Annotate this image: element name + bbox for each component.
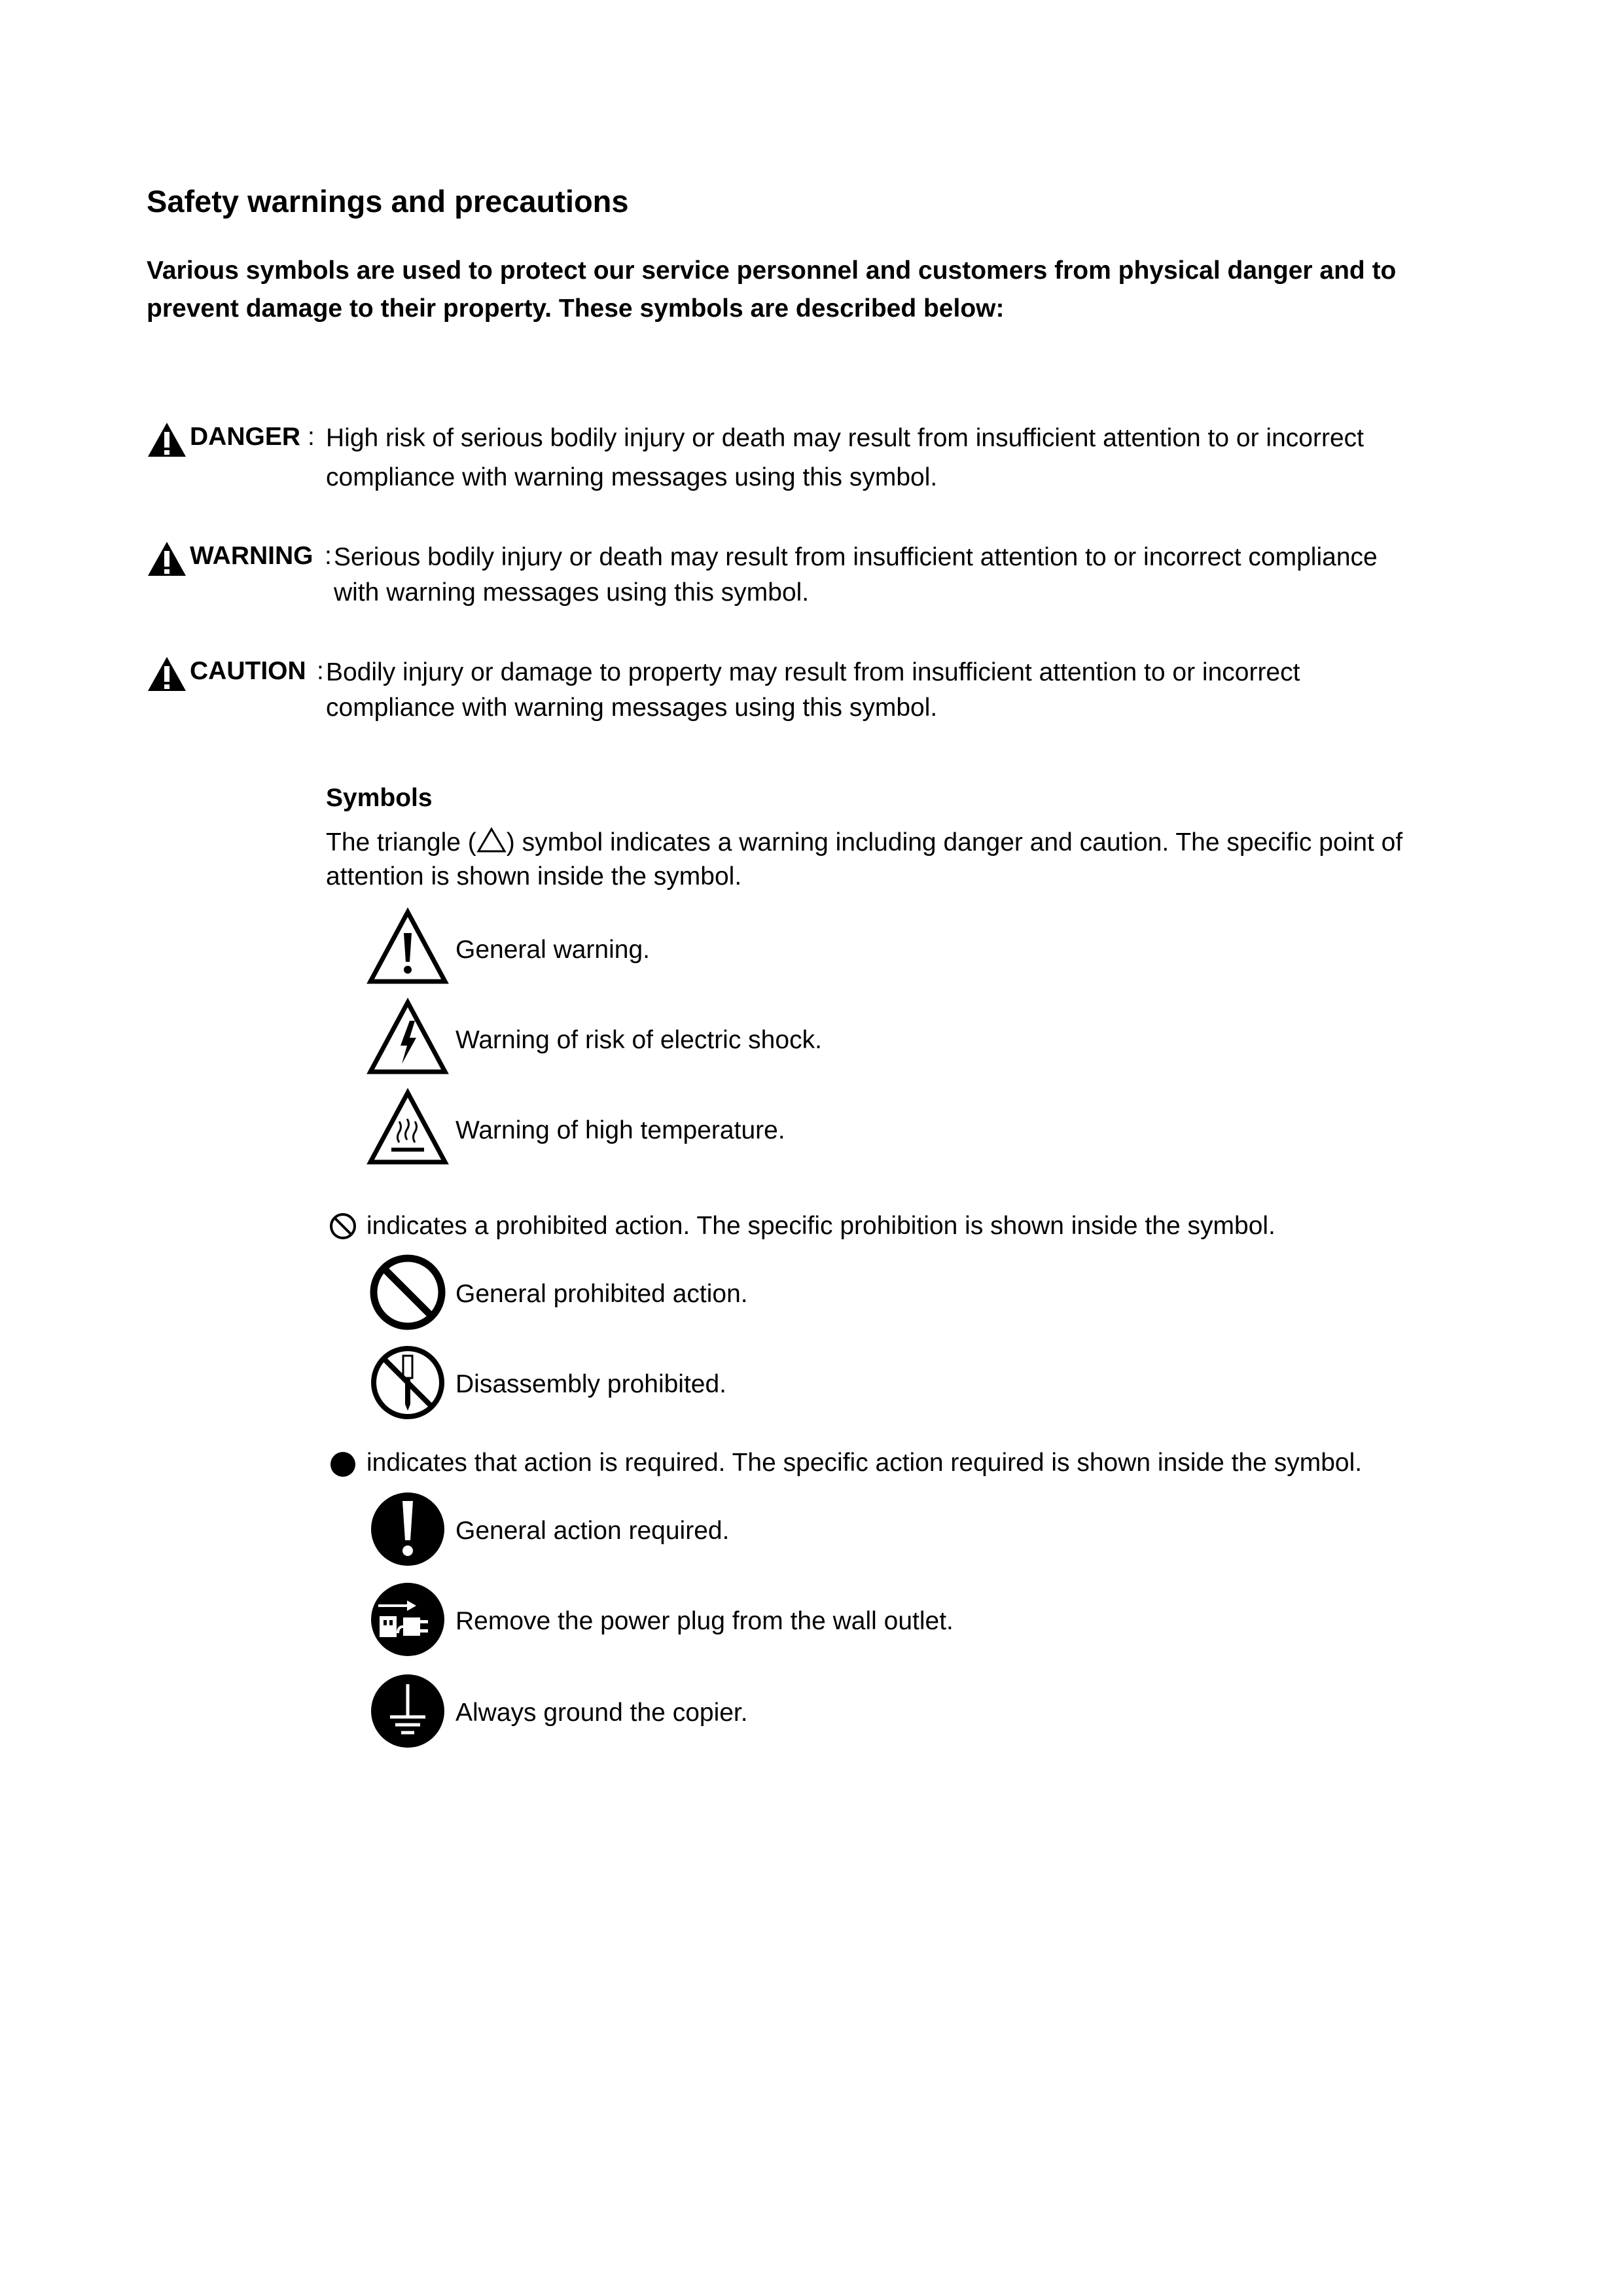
- danger-description-line1: High risk of serious bodily injury or death may result from insufficient attention to or incorrect: [326, 424, 1364, 452]
- disassembly-prohibited-icon: [366, 1341, 449, 1424]
- electric-shock-warning-icon: [366, 997, 449, 1080]
- warning-description-line2: with warning messages using this symbol.: [334, 578, 810, 607]
- disassembly-prohibited-label: Disassembly prohibited.: [455, 1370, 727, 1398]
- electric-shock-warning-label: Warning of risk of electric shock.: [455, 1026, 822, 1054]
- warning-description-line1: Serious bodily injury or death may result from insufficient attention to or incorrect compliance: [334, 543, 1378, 571]
- ground-label: Always ground the copier.: [455, 1699, 748, 1727]
- triangle-outline-icon: [476, 827, 507, 853]
- caution-label: CAUTION: [190, 657, 306, 685]
- prohibited-small-icon: [329, 1212, 357, 1241]
- general-action-required-label: General action required.: [455, 1517, 730, 1545]
- action-required-small-icon: [329, 1450, 357, 1479]
- triangle-symbol-intro: The triangle ( ) symbol indicates a warning including danger and caution. The specific point of attention is shown inside the symbol.: [326, 828, 1403, 891]
- prohibited-intro: indicates a prohibited action. The specific prohibition is shown inside the symbol.: [366, 1212, 1275, 1240]
- danger-warning-icon: [147, 421, 187, 458]
- caution-description-line2: compliance with warning messages using this symbol.: [326, 694, 938, 722]
- high-temperature-warning-label: Warning of high temperature.: [455, 1116, 785, 1144]
- caution-description-line1: Bodily injury or damage to property may result from insufficient attention to or incorrect: [326, 658, 1300, 686]
- ground-icon: [366, 1670, 449, 1752]
- remove-power-plug-label: Remove the power plug from the wall outlet.: [455, 1607, 954, 1635]
- warning-level-icon: [147, 540, 187, 577]
- required-intro: indicates that action is required. The specific action required is shown inside the symbol.: [366, 1449, 1363, 1477]
- general-action-required-icon: [366, 1488, 449, 1570]
- symbols-heading: Symbols: [326, 784, 433, 812]
- high-temperature-warning-icon: [366, 1087, 449, 1170]
- danger-label: DANGER: [190, 423, 301, 451]
- remove-power-plug-icon: [366, 1578, 449, 1661]
- danger-description-line2: compliance with warning messages using this symbol.: [326, 463, 938, 491]
- general-prohibited-label: General prohibited action.: [455, 1280, 748, 1308]
- intro-paragraph: Various symbols are used to protect our service personnel and customers from physical danger and to prevent damage to their property. These symbols are described below:: [147, 256, 1397, 323]
- warning-colon: :: [325, 542, 332, 570]
- general-warning-icon: [366, 907, 449, 989]
- caution-colon: :: [317, 657, 324, 685]
- caution-level-icon: [147, 656, 187, 692]
- general-warning-label: General warning.: [455, 936, 650, 964]
- warning-label: WARNING: [190, 542, 313, 570]
- page-title: Safety warnings and precautions: [147, 184, 629, 219]
- danger-colon: :: [308, 423, 315, 451]
- general-prohibited-icon: [366, 1251, 449, 1333]
